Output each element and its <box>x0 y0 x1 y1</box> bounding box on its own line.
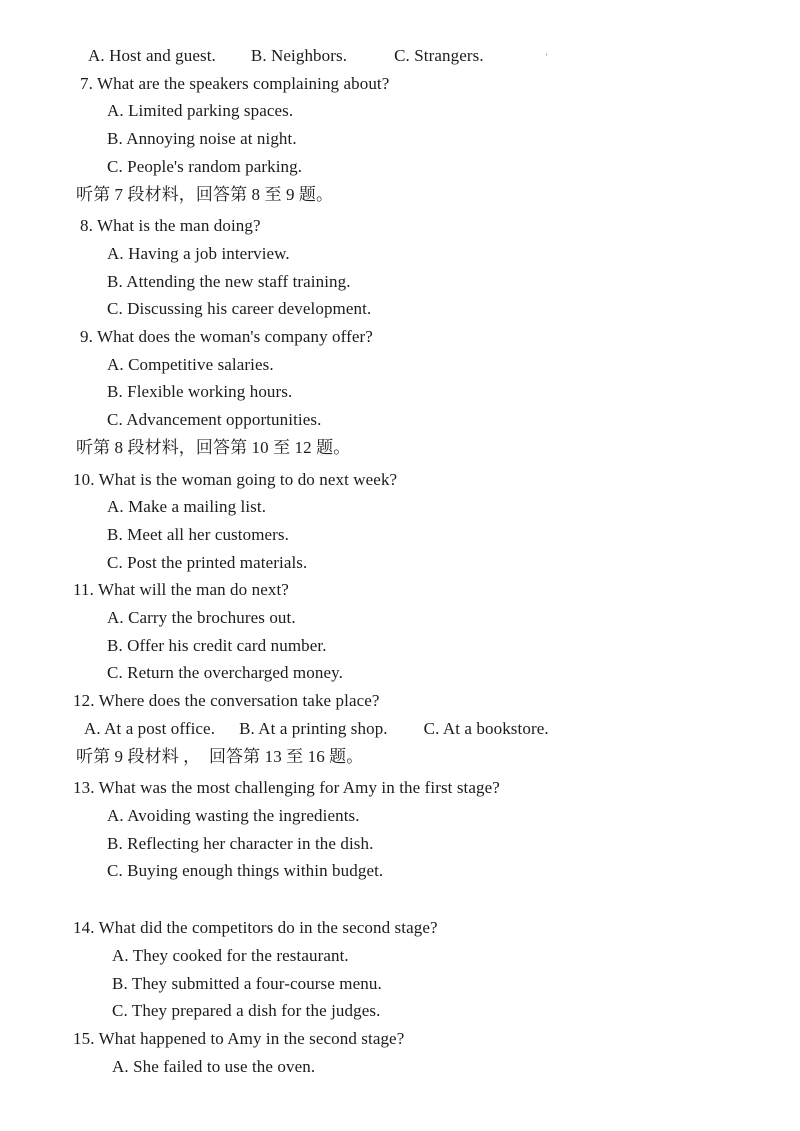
answer-option: C. At a bookstore. <box>423 718 549 738</box>
section-direction-line: 听第 7 段材料，回答第 8 至 9 题。 <box>76 184 334 204</box>
inline-options-row <box>0 715 800 743</box>
answer-option-line: B. Flexible working hours. <box>107 382 293 402</box>
answer-option-line: C. Return the overcharged money. <box>107 663 343 683</box>
question-line: 14. What did the competitors do in the second stage? <box>73 918 438 938</box>
answer-option-line: B. They submitted a four-course menu. <box>112 973 382 993</box>
answer-option: A. Host and guest. <box>88 46 216 65</box>
question-line: 15. What happened to Amy in the second stage? <box>73 1028 405 1048</box>
answer-option-line: B. Annoying noise at night. <box>107 129 297 149</box>
question-line: 13. What was the most challenging for Amy in the first stage? <box>73 778 500 798</box>
question-line: 12. Where does the conversation take place? <box>73 691 380 711</box>
answer-option-line: A. Limited parking spaces. <box>107 101 294 121</box>
answer-option-line: A. She failed to use the oven. <box>112 1056 316 1076</box>
answer-option: B. At a printing shop. <box>239 718 388 738</box>
answer-option-line: C. Advancement opportunities. <box>107 410 322 430</box>
scan-artifact-mark: ’ <box>545 52 548 62</box>
answer-option-line: B. Offer his credit card number. <box>107 635 327 655</box>
answer-option-line: A. Make a mailing list. <box>107 497 267 517</box>
answer-option-line: A. Avoiding wasting the ingredients. <box>107 805 360 825</box>
question-line: 10. What is the woman going to do next week? <box>73 469 398 489</box>
section-direction-line: 听第 8 段材料，回答第 10 至 12 题。 <box>76 437 351 457</box>
section-direction-line: 听第 9 段材料 ， 回答第 13 至 16 题。 <box>76 746 364 766</box>
answer-option: B. Neighbors. <box>250 46 348 65</box>
answer-option-line: B. Attending the new staff training. <box>107 271 351 291</box>
question-line: 8. What is the man doing? <box>80 216 261 236</box>
answer-option-line: C. Buying enough things within budget. <box>107 861 384 881</box>
inline-options-row <box>0 42 800 70</box>
answer-option-line: C. They prepared a dish for the judges. <box>112 1001 381 1021</box>
answer-option-line: C. Discussing his career development. <box>107 299 372 319</box>
answer-option-line: C. People's random parking. <box>107 156 303 176</box>
answer-option: C. Strangers. <box>394 46 484 65</box>
question-line: 7. What are the speakers complaining about? <box>80 73 390 93</box>
question-line: 9. What does the woman's company offer? <box>80 327 373 347</box>
answer-option-line: A. Having a job interview. <box>107 243 290 263</box>
blank-spacer <box>0 885 800 914</box>
answer-option-line: A. Competitive salaries. <box>107 354 274 374</box>
answer-option-line: A. They cooked for the restaurant. <box>112 945 349 965</box>
question-line: 11. What will the man do next? <box>73 580 289 600</box>
answer-option-line: B. Reflecting her character in the dish. <box>107 833 374 853</box>
answer-option: A. At a post office. <box>84 718 216 738</box>
answer-option-line: A. Carry the brochures out. <box>107 608 296 628</box>
answer-option-line: B. Meet all her customers. <box>107 524 289 544</box>
answer-option-line: C. Post the printed materials. <box>107 552 308 572</box>
